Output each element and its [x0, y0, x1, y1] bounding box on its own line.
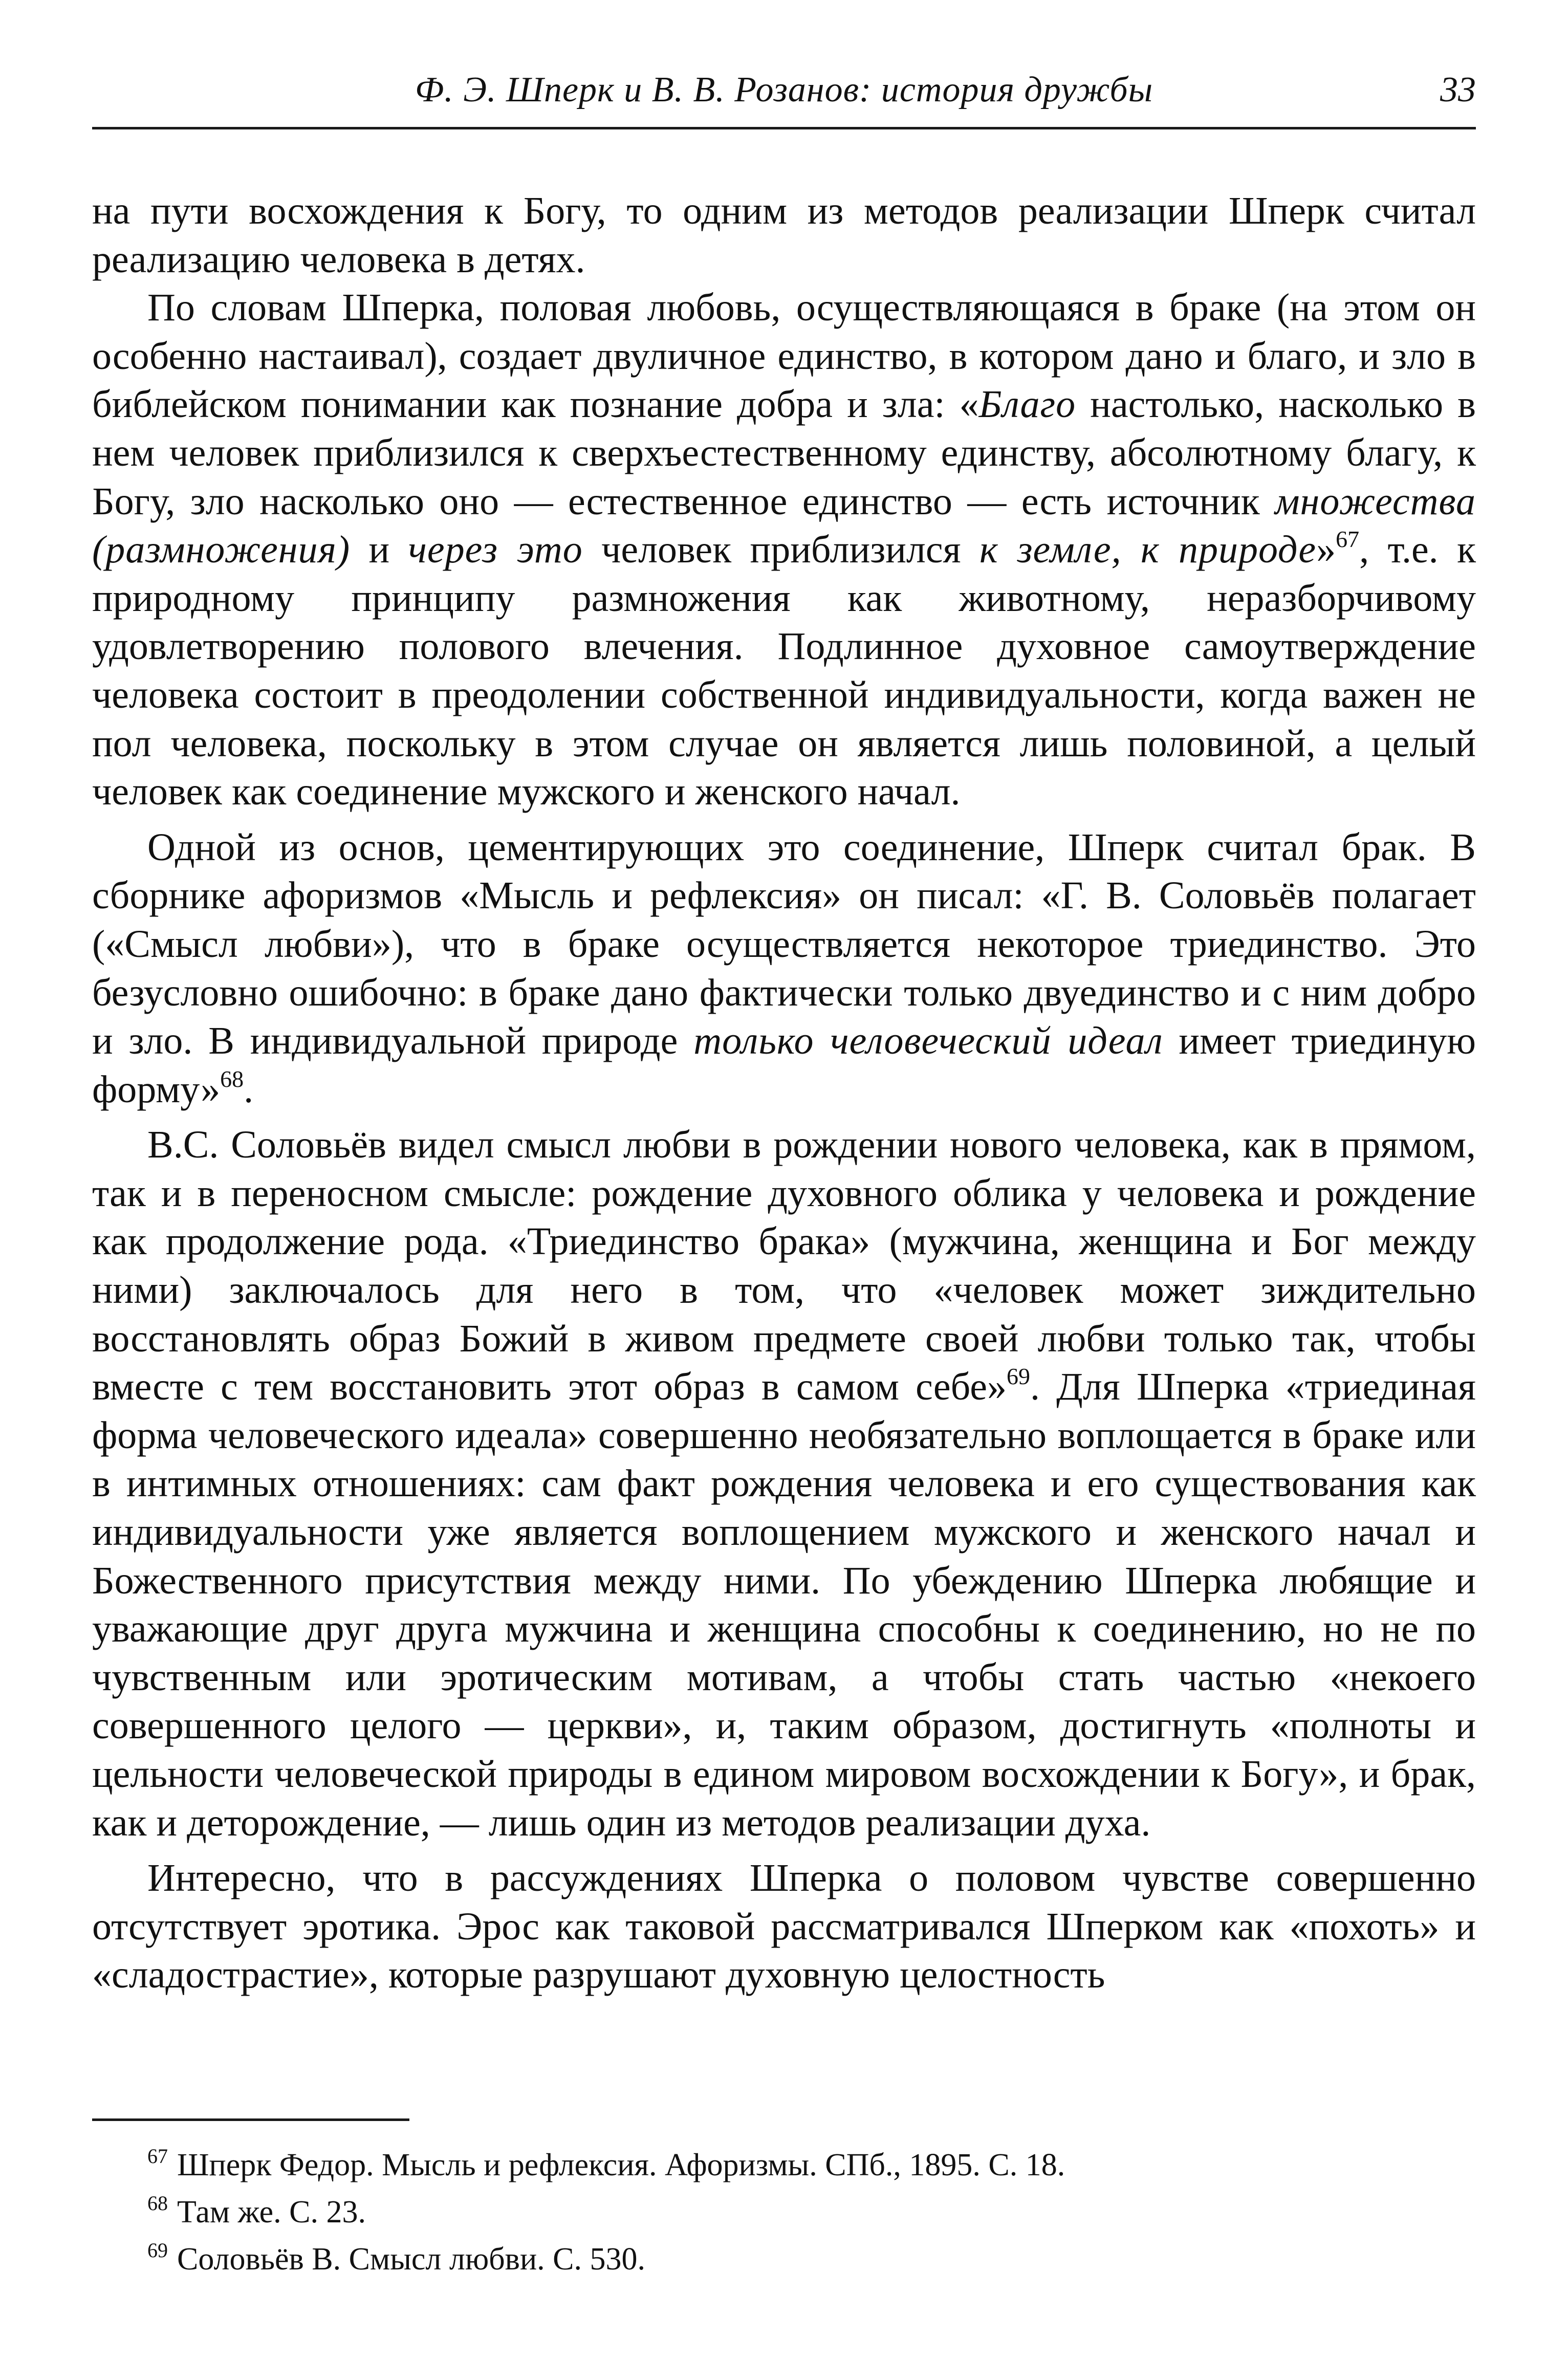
- italic-emphasis: к земле, к природе: [979, 528, 1317, 572]
- footnote-number: 69: [147, 2239, 168, 2262]
- text-run: на пути восхождения к Богу, то одним из методов реализации Шперк считал реализацию человека в детях.: [92, 189, 1476, 281]
- main-text: [92, 187, 1476, 1999]
- footnote-text: Там же. С. 23.: [177, 2195, 366, 2230]
- footnote-ref: 68: [220, 1065, 244, 1092]
- footnote-number: 67: [147, 2145, 168, 2168]
- text-run: , т.е. к природному принципу размножения как животному, неразборчивому удовлетворению полового влечения. Подлинное духовное самоутверждение человека состоит в преодолении собственной индивидуальности, когда важен не пол человека, поскольку в этом случае он является лишь половиной, а целый человек как соединение мужского и женского начал.: [92, 528, 1476, 814]
- footnote-68: [147, 2189, 1427, 2236]
- text-run: »: [1316, 528, 1336, 572]
- italic-emphasis: множества (размножения): [92, 479, 1476, 572]
- paragraph-4: [92, 1121, 1476, 1847]
- text-run: В.С. Соловьёв видел смысл любви в рождении нового человека, как в прямом, так и в переносном смысле: рождение духовного облика у человека и рождение как продолжение рода. «Триединство брака» (мужчина, женщина и Бог между ними) заключалось для него в том, что «человек может зиждительно восстановлять образ Божий в живом предмете своей любви только так, чтобы вместе с тем восстановить этот образ в самом себе»: [92, 1123, 1476, 1409]
- text-run: и: [350, 528, 408, 572]
- italic-emphasis: Благо: [978, 383, 1076, 426]
- footnote-text: Шперк Федор. Мысль и рефлексия. Афоризмы. СПб., 1895. С. 18.: [177, 2148, 1065, 2182]
- italic-emphasis: через это: [408, 528, 583, 572]
- footnote-67: [147, 2142, 1427, 2189]
- text-run: имеет триединую форму»: [92, 1019, 1476, 1111]
- paragraph-3: [92, 823, 1476, 1114]
- text-run: . Для Шперка «триединая форма человеческого идеала» совершенно необязательно воплощается в браке или в интимных отношениях: сам факт рождения человека и его существования как индивидуальности уже является воплощением мужского и женского начал и Божественного присутствия между ними. По убеждению Шперка любящие и уважающие друг друга мужчина и женщина способны к соединению, но не по чувственным или эротическим мотивам, а чтобы стать частью «некоего совершенного целого — церкви», и, таким образом, достигнуть «полноты и цельности человеческой природы в едином мировом восхождении к Богу», и брак, как и деторождение, — лишь один из методов реализации духа.: [92, 1365, 1476, 1844]
- running-header: [92, 60, 1476, 129]
- footnote-number: 68: [147, 2192, 168, 2215]
- italic-emphasis: только человеческий идеал: [693, 1019, 1163, 1063]
- paragraph-1: [92, 187, 1476, 283]
- paragraph-5: [92, 1854, 1476, 1999]
- page-number: 33: [1440, 70, 1476, 110]
- text-run: человек приблизился: [582, 528, 979, 572]
- footnote-ref: 67: [1336, 526, 1360, 553]
- text-run: По словам Шперка, половая любовь, осуществляющаяся в браке (на этом он особенно настаивал), создает двуличное единство, в котором дано и благо, и зло в библейском понимании как познание добра и зла: «: [92, 286, 1476, 426]
- text-run: настолько, насколько в нем человек приблизился к сверхъестественному единству, абсолютному благу, к Богу, зло насколько оно — естественное единство — есть источник: [92, 383, 1476, 523]
- footnotes: [147, 2142, 1427, 2283]
- running-title: Ф. Э. Шперк и В. В. Розанов: история дружбы: [415, 70, 1153, 110]
- paragraph-2: [92, 283, 1476, 816]
- footnote-divider: [92, 2118, 409, 2121]
- footnote-69: [147, 2236, 1427, 2283]
- text-run: .: [244, 1067, 254, 1111]
- footnote-ref: 69: [1006, 1363, 1030, 1390]
- text-run: Одной из основ, цементирующих это соединение, Шперк считал брак. В сборнике афоризмов «Мысль и рефлексия» он писал: «Г. В. Соловьёв полагает («Смысл любви»), что в браке осуществляется некоторое триединство. Это безусловно ошибочно: в браке дано фактически только двуединство и с ним добро и зло. В индивидуальной природе: [92, 825, 1476, 1063]
- text-run: Интересно, что в рассуждениях Шперка о половом чувстве совершенно отсутствует эротика. Эрос как таковой рассматривался Шперком как «похоть» и «сладострастие», которые разрушают духовную целостность: [92, 1856, 1476, 1997]
- footnote-text: Соловьёв В. Смысл любви. С. 530.: [177, 2242, 645, 2277]
